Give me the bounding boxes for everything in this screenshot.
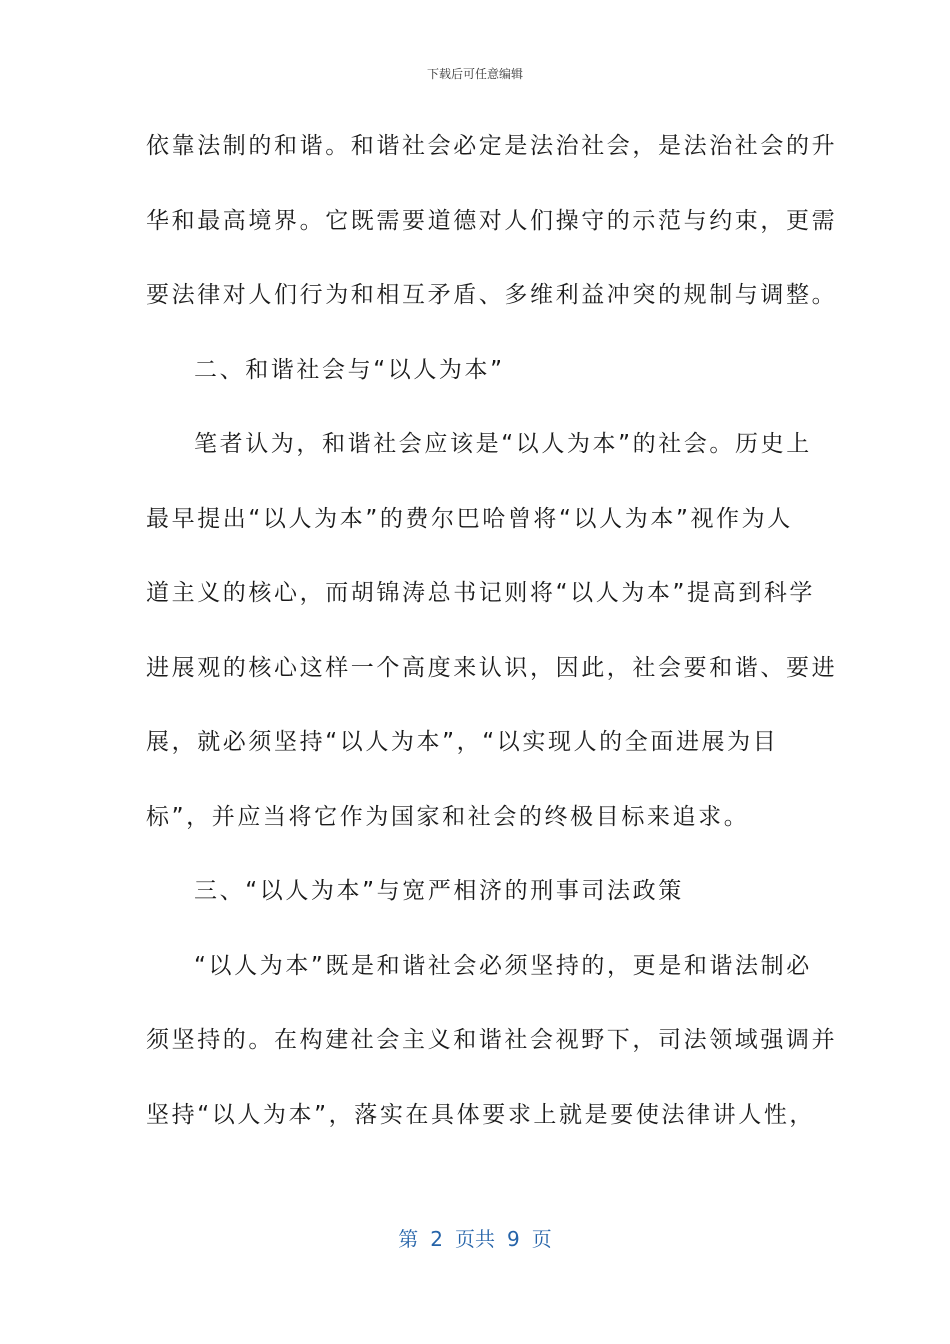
body-line: 坚持“以人为本”，落实在具体要求上就是要使法律讲人性， xyxy=(146,1101,816,1128)
page-header: 下载后可任意编辑 xyxy=(426,67,523,81)
body-line: 华和最高境界。它既需要道德对人们操守的示范与约束，更需 xyxy=(146,207,838,234)
footer-middle: 页共 xyxy=(455,1227,495,1251)
footer-total-pages: 9 xyxy=(507,1227,520,1251)
section-heading: 三、“以人为本”与宽严相济的刑事司法政策 xyxy=(194,878,684,904)
body-line: “以人为本”既是和谐社会必须坚持的，更是和谐法制必 xyxy=(194,952,812,979)
section-heading: 二、和谐社会与“以人为本” xyxy=(194,356,505,383)
page-footer xyxy=(0,1226,950,1252)
body-line: 须坚持的。在构建社会主义和谐社会视野下，司法领域强调并 xyxy=(146,1027,838,1053)
footer-suffix: 页 xyxy=(531,1227,552,1251)
body-line: 进展观的核心这样一个高度来认识，因此，社会要和谐、要进 xyxy=(146,654,838,681)
footer-current-page: 2 xyxy=(430,1227,443,1251)
document-body xyxy=(146,126,838,1169)
body-line: 标”，并应当将它作为国家和社会的终极目标来追求。 xyxy=(146,803,750,830)
footer-prefix: 第 xyxy=(398,1227,419,1251)
body-line: 道主义的核心，而胡锦涛总书记则将“以人为本”提高到科学 xyxy=(146,580,816,606)
body-line: 要法律对人们行为和相互矛盾、多维利益冲突的规制与调整。 xyxy=(146,282,838,308)
body-line: 笔者认为，和谐社会应该是“以人为本”的社会。历史上 xyxy=(194,431,812,457)
body-line: 最早提出“以人为本”的费尔巴哈曾将“以人为本”视作为人 xyxy=(146,505,793,532)
body-line: 依靠法制的和谐。和谐社会必定是法治社会，是法治社会的升 xyxy=(146,133,838,159)
body-line: 展，就必须坚持“以人为本”，“以实现人的全面进展为目 xyxy=(146,729,779,755)
